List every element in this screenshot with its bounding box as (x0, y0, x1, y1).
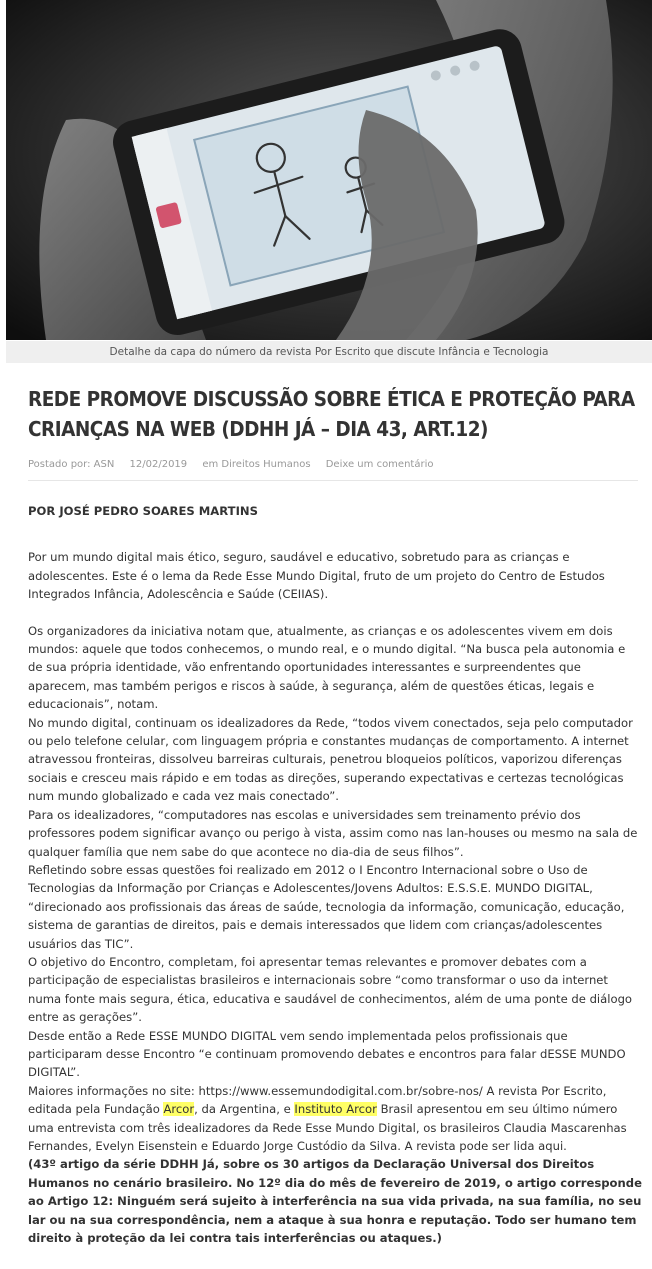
article-footnote: (43º artigo da série DDHH Já, sobre os 30 artigos da Declaração Universal dos Direitos Humanos no cenário brasileiro. No 12º dia do mês de fevereiro de 2019, o artigo corresponde ao Artigo 12: Ninguém será sujeito à interferência na sua vida privada, na sua família, no seu lar ou na sua correspondência, nem a ataque à sua honra e reputação. Todo ser humano tem direito à proteção da lei contra tais interferências ou ataques.) (28, 1157, 642, 1246)
paragraph: No mundo digital, continuam os idealizadores da Rede, “todos vivem conectados, seja pelo computador ou pelo telefone celular, com linguagem própria e constantes mudanças de comportamento. A internet atravessou fronteiras, dissolveu barreiras culturais, penetrou bloqueios políticos, vaporizou diferenças sociais e cresceu mais rápido e em todas as direções, superando expectativas e certezas tecnológicas num mundo globalizado e cada vez mais conectado”. (28, 715, 633, 804)
phone-drawing-illustration (6, 0, 652, 340)
paragraph: Por um mundo digital mais ético, seguro, saudável e educativo, sobretudo para as crianças e adolescentes. Este é o lema da Rede Esse Mundo Digital, fruto de um projeto do Centro de Estudos Integrados Infância, Adolescência e Saúde (CEIIAS). (28, 550, 605, 602)
hero-image (6, 0, 652, 340)
image-caption: Detalhe da capa do número da revista Por Escrito que discute Infância e Tecnologia (6, 341, 652, 363)
post-author[interactable]: Postado por: ASN (28, 459, 115, 470)
paragraph: Para os idealizadores, “computadores nas escolas e universidades sem treinamento prévio dos professores podem significar avanço ou perigo à vista, assim como nas lan-houses ou mesmo na sala de qualquer família que nem sabe do que acontece no dia-dia de seus filhos”. (28, 807, 638, 859)
paragraph: Os organizadores da iniciativa notam que, atualmente, as crianças e os adolescentes vivem em dois mundos: aquele que todos conhecemos, o mundo real, e o mundo digital. “Na busca pela autonomia e de sua própria identidade, vão enfrentando oportunidades interessantes e surpreendentes que aparecem, mas também perigos e riscos à saúde, à segurança, além de questões éticas, legais e educacionais”, notam. (28, 623, 626, 712)
article-title: REDE PROMOVE DISCUSSÃO SOBRE ÉTICA E PROTEÇÃO PARA CRIANÇAS NA WEB (DDHH JÁ – DIA 43, ART.12) (28, 387, 635, 441)
highlight-arcor: Arcor (163, 1102, 195, 1117)
paragraph: Refletindo sobre essas questões foi realizado em 2012 o I Encontro Internacional sobre o Uso de Tecnologias da Informação por Crianças e Adolescentes/Jovens Adultos: E.S.S.E. MUNDO DIGITAL, “direcionado aos profissionais das áreas de saúde, tecnologia da informação, comunicação, educação, sistema de garantias de direitos, pais e demais interessados que lidem com crianças/adolescentes usuários das TIC”. (28, 862, 625, 951)
post-date: 12/02/2019 (129, 459, 188, 470)
paragraph-text: Maiores informações no site: https://www.essemundodigital.com.br/sobre-nos/ A revista Por Escrito, editada pela Fundação (28, 1083, 607, 1117)
meta-divider (28, 480, 638, 481)
highlight-instituto-arcor: Instituto Arcor (294, 1102, 377, 1117)
article-byline: POR JOSÉ PEDRO SOARES MARTINS (28, 504, 258, 518)
paragraph-text: , da Argentina, e (194, 1102, 295, 1117)
comment-link[interactable]: Deixe um comentário (325, 459, 434, 470)
paragraph-links (28, 1082, 642, 1156)
article-body (28, 502, 642, 1247)
paragraph: Desde então a Rede ESSE MUNDO DIGITAL vem sendo implementada pelos profissionais que participaram desse Encontro “e continuam promovendo debates e encontros para falar dESSE MUNDO DIGITAL”. (28, 1028, 626, 1080)
paragraph-text: Brasil apresentou em seu último número uma entrevista com três idealizadores da Rede Esse Mundo Digital, os brasileiros Claudia Mascarenhas Fernandes, Evelyn Eisenstein e Eduardo Jorge Custódio da Silva. A revista pode ser lida aqui. (28, 1102, 627, 1153)
post-meta (28, 459, 638, 470)
paragraph: O objetivo do Encontro, completam, foi apresentar temas relevantes e promover debates com a participação de especialistas brasileiros e internacionais sobre “como transformar o uso da internet numa fonte mais segura, ética, educativa e saudável de conhecimentos, além de uma ponte de diálogo entre as gerações”. (28, 954, 633, 1025)
post-category[interactable]: em Direitos Humanos (202, 459, 311, 470)
